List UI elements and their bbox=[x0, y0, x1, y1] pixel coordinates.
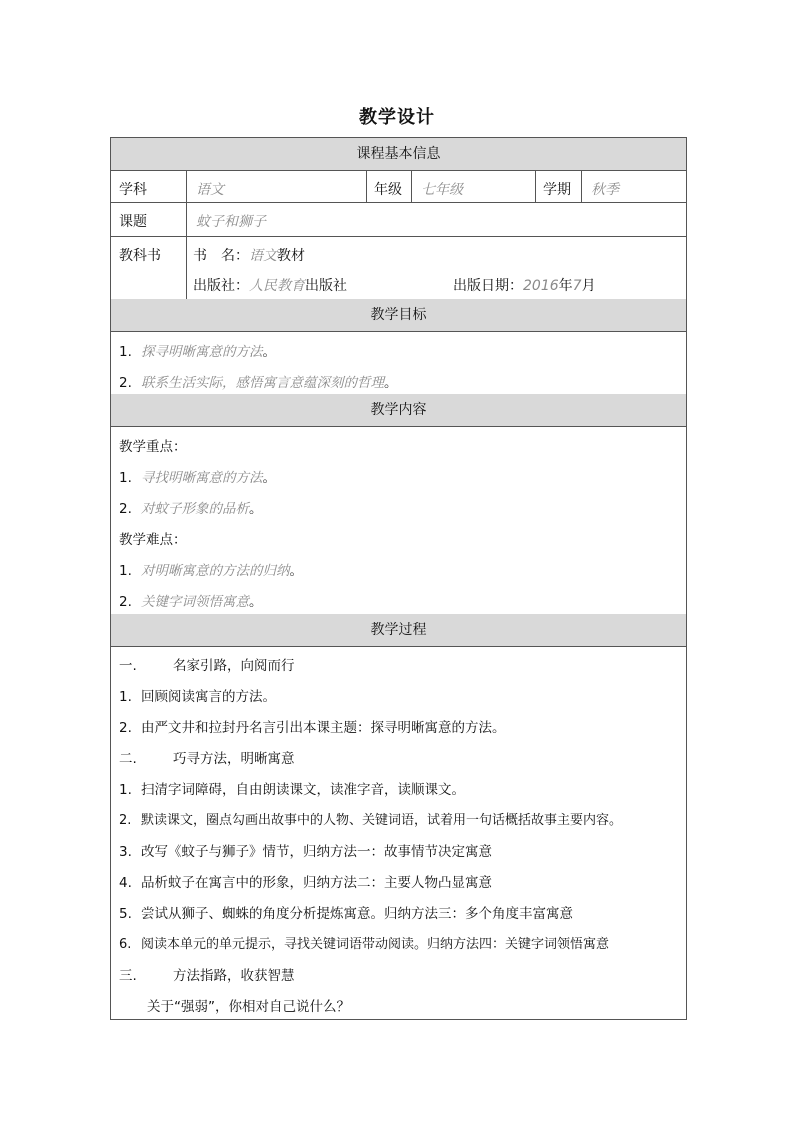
key-point-item: 2. 对蚊子形象的品析。 bbox=[119, 501, 263, 517]
process-step: 3. 改写《蚊子与狮子》情节，归纳方法一：故事情节决定寓意 bbox=[119, 844, 492, 860]
divider bbox=[366, 170, 367, 202]
divider bbox=[111, 170, 686, 171]
process-step: 4. 品析蚊子在寓言中的形象，归纳方法二：主要人物凸显寓意 bbox=[119, 875, 492, 891]
publisher-label: 出版社： bbox=[193, 278, 249, 294]
divider bbox=[581, 170, 582, 202]
section-header-basic-info: 课程基本信息 bbox=[111, 138, 686, 170]
key-points-label: 教学重点： bbox=[119, 439, 187, 455]
textbook-label: 教科书 bbox=[119, 248, 161, 264]
divider bbox=[411, 170, 412, 202]
difficult-point-item: 2. 关键字词领悟寓意。 bbox=[119, 594, 263, 610]
key-point-item: 1. 寻找明晰寓意的方法。 bbox=[119, 470, 276, 486]
divider bbox=[111, 202, 686, 203]
subject-label: 学科 bbox=[119, 182, 147, 198]
pubdate-month: 7 bbox=[572, 278, 582, 294]
topic-label: 课题 bbox=[119, 214, 147, 230]
process-part-heading: 二. 巧寻方法，明晰寓意 bbox=[119, 751, 295, 767]
publish-date bbox=[453, 275, 596, 295]
pubdate-year: 2016 bbox=[523, 278, 559, 294]
divider bbox=[186, 236, 187, 299]
term-label: 学期 bbox=[543, 182, 571, 198]
objective-item: 2. 联系生活实际，感悟寓言意蕴深刻的哲理。 bbox=[119, 375, 398, 391]
pubdate-label: 出版日期： bbox=[453, 278, 523, 294]
publisher bbox=[193, 275, 347, 295]
grade-value: 七年级 bbox=[421, 182, 463, 198]
process-step: 6. 阅读本单元的单元提示，寻找关键词语带动阅读。归纳方法四：关键字词领悟寓意 bbox=[119, 937, 610, 952]
publisher-suffix: 出版社 bbox=[305, 278, 347, 294]
section-header-content: 教学内容 bbox=[111, 394, 686, 426]
page-title: 教学设计 bbox=[359, 107, 435, 128]
book-name-label: 书 名： bbox=[193, 248, 249, 264]
divider bbox=[111, 331, 686, 332]
pubdate-year-unit: 年 bbox=[558, 278, 573, 294]
divider bbox=[535, 170, 536, 202]
section-header-objectives: 教学目标 bbox=[111, 299, 686, 331]
objective-item: 1. 探寻明晰寓意的方法。 bbox=[119, 344, 276, 360]
divider bbox=[111, 646, 686, 647]
difficult-point-item: 1. 对明晰寓意的方法的归纳。 bbox=[119, 563, 303, 579]
lesson-plan-table bbox=[110, 137, 687, 1020]
process-step: 1. 扫清字词障碍，自由朗读课文，读准字音，读顺课文。 bbox=[119, 782, 465, 798]
grade-label: 年级 bbox=[374, 182, 402, 198]
process-step: 2. 由严文井和拉封丹名言引出本课主题：探寻明晰寓意的方法。 bbox=[119, 720, 506, 736]
pubdate-month-unit: 月 bbox=[581, 278, 596, 294]
term-value: 秋季 bbox=[591, 182, 619, 198]
process-part-heading: 一. 名家引路，向阅而行 bbox=[119, 658, 295, 674]
section-header-process: 教学过程 bbox=[111, 614, 686, 646]
divider bbox=[111, 236, 686, 237]
book-name-fill: 语文 bbox=[249, 248, 277, 264]
process-step: 1. 回顾阅读寓言的方法。 bbox=[119, 689, 276, 705]
divider bbox=[111, 426, 686, 427]
process-question: 关于“强弱”，你相对自己说什么？ bbox=[147, 999, 350, 1015]
topic-value: 蚊子和狮子 bbox=[196, 214, 266, 230]
subject-value: 语文 bbox=[196, 182, 224, 198]
difficult-points-label: 教学难点： bbox=[119, 532, 187, 548]
process-step: 5. 尝试从狮子、蜘蛛的角度分析提炼寓意。归纳方法三：多个角度丰富寓意 bbox=[119, 906, 573, 922]
book-name bbox=[193, 245, 305, 265]
process-part-heading: 三. 方法指路，收获智慧 bbox=[119, 968, 295, 984]
publisher-fill: 人民教育 bbox=[249, 278, 305, 294]
book-name-suffix: 教材 bbox=[277, 248, 305, 264]
process-step: 2. 默读课文，圈点勾画出故事中的人物、关键词语，试着用一句话概括故事主要内容。 bbox=[119, 813, 623, 828]
